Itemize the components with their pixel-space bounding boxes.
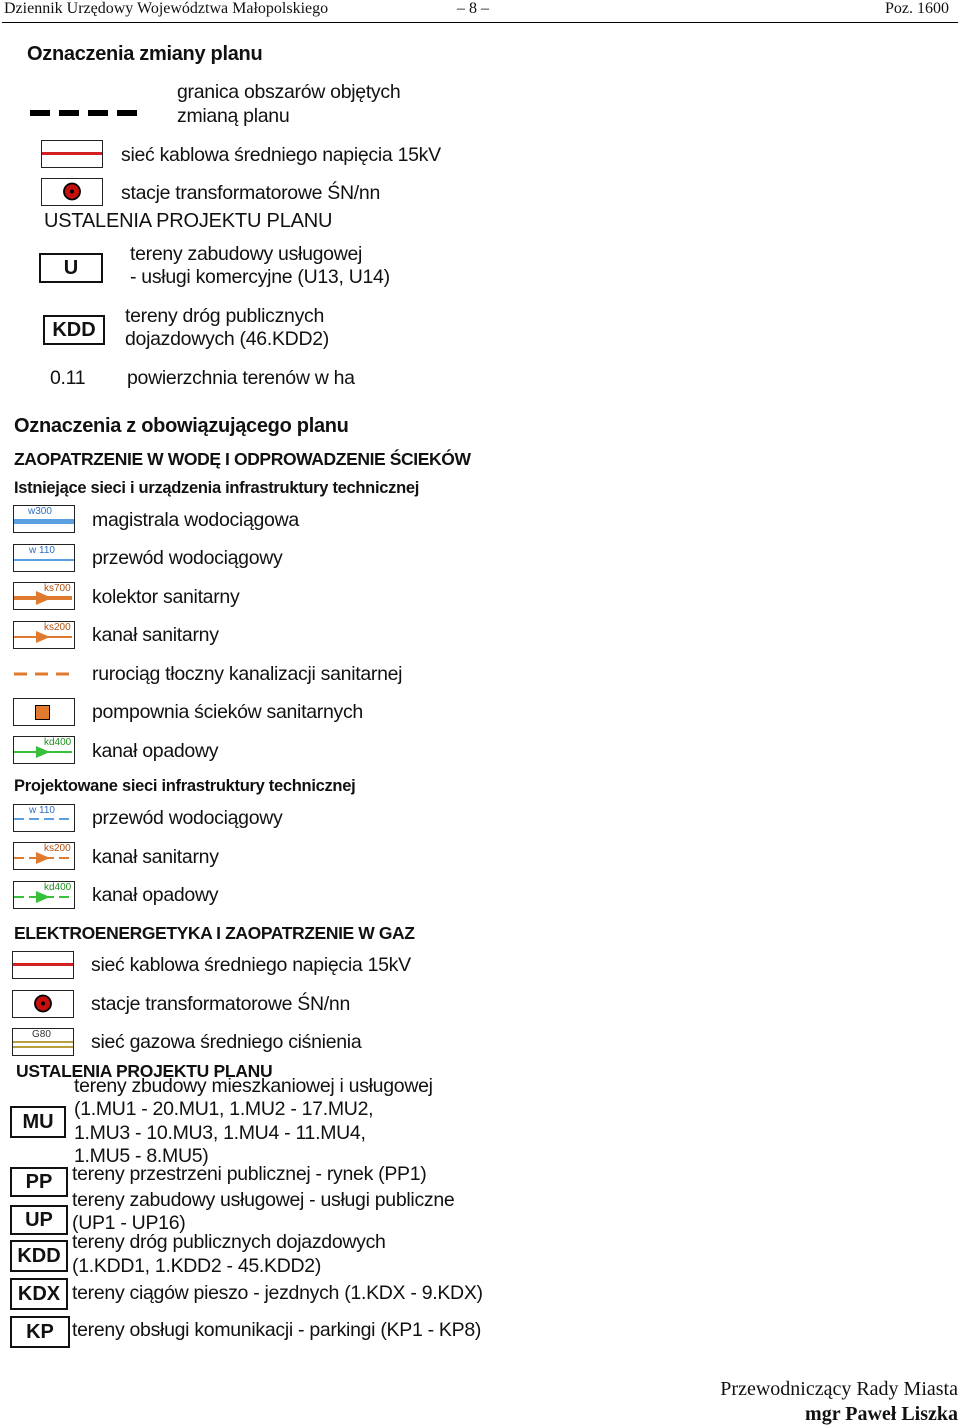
- change-section-title: Oznaczenia zmiany planu: [27, 43, 263, 65]
- signatory-role: Przewodniczący Rady Miasta: [720, 1378, 958, 1400]
- sanitary-sewer-symbol: ks200: [13, 621, 75, 649]
- kp-label-line1: tereny obsługi komunikacji - parkingi (KP1 - KP8): [72, 1319, 482, 1341]
- journal-title: Dziennik Urzędowy Województwa Małopolskiego: [4, 0, 329, 17]
- projected-water-pipe-symbol: w 110: [13, 804, 75, 832]
- pumping-station-symbol: [13, 698, 75, 726]
- kdd-code-box: KDD: [43, 315, 105, 345]
- existing-item-water-main: magistrala wodociągowa: [92, 509, 299, 531]
- signatory-name: mgr Paweł Liszka: [805, 1403, 958, 1425]
- cable-symbol: [41, 140, 103, 168]
- up-label-line2: (UP1 - UP16): [72, 1212, 186, 1234]
- energy-transformer-label: stacje transformatorowe ŚN/nn: [91, 993, 350, 1015]
- existing-item-pressure-pipeline: rurociąg tłoczny kanalizacji sanitarnej: [92, 663, 403, 685]
- existing-item-water-pipe: przewód wodociągowy: [92, 547, 283, 569]
- gas-network-symbol: G80: [12, 1028, 74, 1056]
- energy-cable-label: sieć kablowa średniego napięcia 15kV: [91, 954, 411, 976]
- transformer-symbol: [41, 178, 103, 206]
- plan-kdd-label-line2: (1.KDD1, 1.KDD2 - 45.KDD2): [72, 1255, 322, 1277]
- projected-item-storm-drain: kanał opadowy: [92, 884, 219, 906]
- kp-code-box: KP: [10, 1316, 70, 1348]
- plan-kdd-code-box: KDD: [10, 1240, 68, 1272]
- pp-code-box: PP: [10, 1167, 68, 1197]
- page-number: – 8 –: [457, 0, 489, 17]
- water-main-symbol: w300: [13, 505, 75, 533]
- kdd-label-line2: dojazdowych (46.KDD2): [125, 328, 329, 350]
- u-label-line1: tereny zabudowy usługowej: [130, 243, 363, 265]
- dashed-boundary-symbol: [28, 104, 144, 122]
- existing-item-storm-drain: kanał opadowy: [92, 740, 219, 762]
- transformer-label: stacje transformatorowe ŚN/nn: [121, 182, 380, 204]
- projected-item-sanitary-sewer: kanał sanitarny: [92, 846, 219, 868]
- existing-item-sanitary-sewer: kanał sanitarny: [92, 624, 219, 646]
- boundary-label-line2: zmianą planu: [177, 105, 290, 127]
- energy-section-title: ELEKTROENERGETYKA I ZAOPATRZENIE W GAZ: [14, 923, 415, 943]
- mu-label-line4: 1.MU5 - 8.MU5): [74, 1145, 209, 1167]
- header-rule: [2, 22, 958, 23]
- existing-infra-title: Istniejące sieci i urządzenia infrastruktury technicznej: [14, 479, 420, 497]
- existing-section-title: Oznaczenia z obowiązującego planu: [14, 415, 349, 437]
- up-label-line1: tereny zabudowy usługowej - usługi publiczne: [72, 1189, 455, 1211]
- mu-label-line1: tereny zbudowy mieszkaniowej i usługowej: [74, 1075, 433, 1097]
- u-label-line2: - usługi komercyjne (U13, U14): [130, 266, 390, 288]
- up-code-box: UP: [10, 1205, 68, 1235]
- pressure-pipeline-symbol: [13, 664, 75, 684]
- existing-item-pumping-station: pompownia ścieków sanitarnych: [92, 701, 363, 723]
- existing-item-sanitary-collector: kolektor sanitarny: [92, 586, 240, 608]
- projected-storm-drain-symbol: kd400: [13, 881, 75, 909]
- energy-transformer-symbol: [12, 990, 74, 1018]
- u-code-box: U: [39, 253, 103, 283]
- plan-section-title: USTALENIA PROJEKTU PLANU: [16, 1061, 273, 1081]
- projected-item-water-pipe: przewód wodociągowy: [92, 807, 283, 829]
- kdx-code-box: KDX: [10, 1278, 68, 1310]
- cable-label: sieć kablowa średniego napięcia 15kV: [121, 144, 441, 166]
- water-pipe-symbol: w 110: [13, 544, 75, 572]
- pp-label-line1: tereny przestrzeni publicznej - rynek (PP1): [72, 1163, 427, 1185]
- plan-kdd-label-line1: tereny dróg publicznych dojazdowych: [72, 1231, 386, 1253]
- kdx-label-line1: tereny ciągów pieszo - jezdnych (1.KDX - 9.KDX): [72, 1282, 483, 1304]
- mu-label-line2: (1.MU1 - 20.MU1, 1.MU2 - 17.MU2,: [74, 1098, 374, 1120]
- energy-cable-symbol: [12, 951, 74, 979]
- projected-infra-title: Projektowane sieci infrastruktury technicznej: [14, 777, 356, 795]
- change-ustalenia-title: USTALENIA PROJEKTU PLANU: [44, 210, 333, 232]
- storm-drain-symbol: kd400: [13, 736, 75, 764]
- position-number: Poz. 1600: [885, 0, 949, 17]
- water-section-title: ZAOPATRZENIE W WODĘ I ODPROWADZENIE ŚCIEKÓW: [14, 449, 471, 469]
- area-label: powierzchnia terenów w ha: [127, 367, 355, 389]
- sanitary-collector-symbol: ks700: [13, 582, 75, 610]
- area-value: 0.11: [50, 367, 86, 389]
- gas-network-label: sieć gazowa średniego ciśnienia: [91, 1031, 362, 1053]
- projected-sanitary-sewer-symbol: ks200: [13, 842, 75, 870]
- kdd-label-line1: tereny dróg publicznych: [125, 305, 325, 327]
- mu-code-box: MU: [10, 1106, 66, 1138]
- boundary-label-line1: granica obszarów objętych: [177, 81, 401, 103]
- mu-label-line3: 1.MU3 - 10.MU3, 1.MU4 - 11.MU4,: [74, 1122, 366, 1144]
